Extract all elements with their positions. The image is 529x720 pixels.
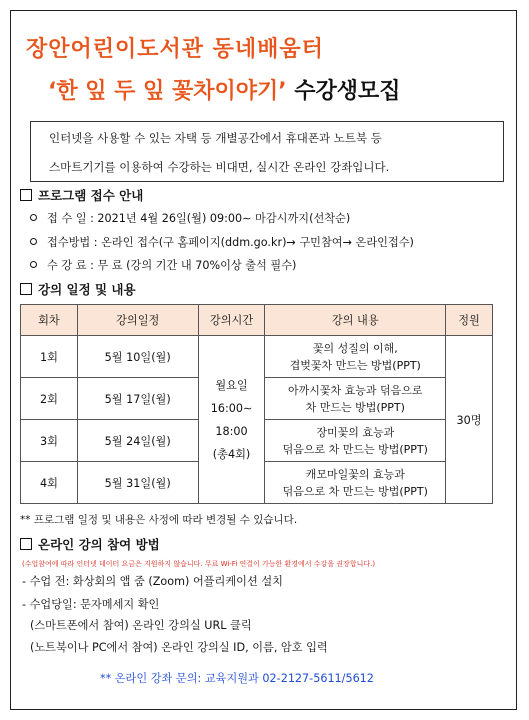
step-before-class: - 수업 전: 화상회의 앱 줌 (Zoom) 어플리케이션 설치 xyxy=(22,575,283,588)
col-header-capacity: 정원 xyxy=(446,305,493,336)
step-class-day: - 수업당일: 문자메세지 확인 xyxy=(22,598,160,611)
date-cell: 5월 10일(월) xyxy=(77,336,198,378)
bullet-circle-icon xyxy=(30,261,37,268)
schedule-heading: 강의 일정 및 내용 xyxy=(20,280,136,298)
session-cell: 4회 xyxy=(21,462,78,504)
date-cell: 5월 24일(월) xyxy=(77,420,198,462)
col-header-date: 강의일정 xyxy=(77,305,198,336)
registration-heading: 프로그램 접수 안내 xyxy=(20,186,143,204)
session-cell: 1회 xyxy=(21,336,78,378)
title-program-name: ‘한 잎 두 잎 꽃차이야기’ xyxy=(48,79,287,104)
content-cell: 아까시꽃차 효능과 덖음으로 차 만드는 방법(PPT) xyxy=(265,378,446,420)
intro-line1: 인터넷을 사용할 수 있는 자택 등 개별공간에서 휴대폰과 노트북 등 xyxy=(49,131,382,145)
col-header-session: 회차 xyxy=(21,305,78,336)
session-cell: 3회 xyxy=(21,420,78,462)
data-fee-warning: (수업참여에 따라 인터넷 데이터 요금은 지원하지 않습니다. 무료 Wi-Fi 연결이 가능한 환경에서 수강을 권장합니다.) xyxy=(22,560,376,568)
session-cell: 2회 xyxy=(21,378,78,420)
title-line1: 장안어린이도서관 동네배움터 xyxy=(26,37,324,62)
checkbox-square-icon xyxy=(20,189,32,201)
schedule-table xyxy=(20,304,493,504)
time-cell: 월요일 16:00∼ 18:00 (총4회) xyxy=(198,336,265,504)
step-smartphone: (스마트폰에서 참여) 온라인 강의실 URL 클릭 xyxy=(30,619,252,632)
schedule-note: ** 프로그램 일정 및 내용은 사정에 따라 변경될 수 있습니다. xyxy=(20,514,298,526)
contact-info: ** 온라인 강좌 문의: 교육지원과 02-2127-5611/5612 xyxy=(100,672,374,685)
title-suffix: 수강생모집 xyxy=(294,79,401,104)
bullet-circle-icon xyxy=(30,214,37,221)
registration-item: 접 수 일 : 2021년 4월 26일(월) 09:00∼ 마감시까지(선착순) xyxy=(30,210,350,226)
content-cell: 캐모마일꽃의 효능과 덖음으로 차 만드는 방법(PPT) xyxy=(265,462,446,504)
registration-item: 접수방법 : 온라인 접수(구 홈페이지(ddm.go.kr)→ 구민참여→ 온라인접수) xyxy=(30,234,414,250)
content-cell: 장미꽃의 효능과 덖음으로 차 만드는 방법(PPT) xyxy=(265,420,446,462)
col-header-content: 강의 내용 xyxy=(265,305,446,336)
checkbox-square-icon xyxy=(20,283,32,295)
intro-box xyxy=(30,121,504,182)
date-cell: 5월 17일(월) xyxy=(77,378,198,420)
capacity-cell: 30명 xyxy=(446,336,493,504)
content-cell: 꽃의 성질의 이해, 겹벚꽃차 만드는 방법(PPT) xyxy=(265,336,446,378)
bullet-circle-icon xyxy=(30,238,37,245)
date-cell: 5월 31일(월) xyxy=(77,462,198,504)
participation-heading: 온라인 강의 참여 방법 xyxy=(20,535,160,553)
intro-line2: 스마트기기를 이용하여 수강하는 비대면, 실시간 온라인 강좌입니다. xyxy=(49,160,390,174)
step-notebook-pc: (노트북이나 PC에서 참여) 온라인 강의실 ID, 이름, 암호 입력 xyxy=(30,641,328,654)
registration-item: 수 강 료 : 무 료 (강의 기간 내 70%이상 출석 필수) xyxy=(30,257,296,273)
table-row xyxy=(21,336,493,378)
title-line2 xyxy=(48,74,401,105)
checkbox-square-icon xyxy=(20,538,32,550)
col-header-time: 강의시간 xyxy=(198,305,265,336)
